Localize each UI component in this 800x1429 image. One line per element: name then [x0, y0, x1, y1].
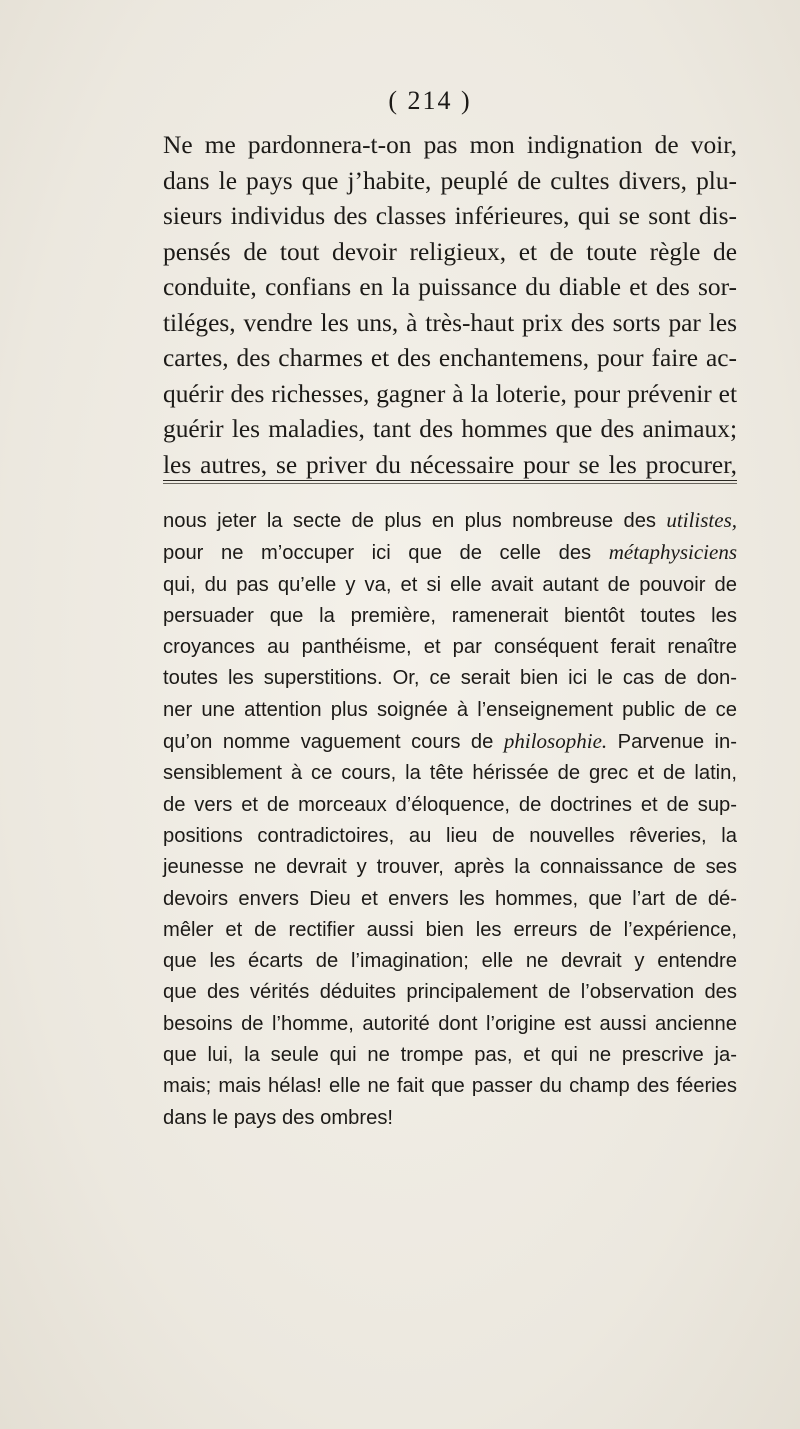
- footnote-line: devoirs envers Dieu et envers les hommes, que l’art de dé-: [163, 887, 737, 910]
- footnote-divider: [163, 480, 737, 481]
- main-text-line: conduite, confians en la puissance du diable et des sor-: [163, 273, 737, 301]
- main-text-line: Ne me pardonnera-t-on pas mon indignation de voir,: [163, 131, 737, 159]
- footnote-line: qui, du pas qu’elle y va, et si elle avait autant de pouvoir de: [163, 573, 737, 596]
- footnote-line: mêler et de rectifier aussi bien les erreurs de l’expérience,: [163, 918, 737, 941]
- footnote-divider-secondary: [163, 483, 737, 484]
- footnote-line: persuader que la première, ramenerait bientôt toutes les: [163, 604, 737, 627]
- main-text-line: dans le pays que j’habite, peuplé de cultes divers, plu-: [163, 166, 737, 195]
- footnote-line: besoins de l’homme, autorité dont l’origine est aussi ancienne: [163, 1012, 737, 1035]
- footnote-text: nous jeter la secte de plus en plus nombreuse des: [163, 510, 667, 532]
- footnote-line: que des vérités déduites principalement de l’observation des: [163, 981, 737, 1004]
- footnote-line: que lui, la seule qui ne trompe pas, et qui ne prescrive ja-: [163, 1044, 737, 1067]
- main-text-line: guérir les maladies, tant des hommes que des animaux;: [163, 415, 737, 443]
- footnote-text: pour ne m’occuper ici que de celle des: [163, 542, 609, 565]
- footnote-italic-term: métaphysiciens: [608, 540, 737, 565]
- main-text-line: quérir des richesses, gagner à la loterie, pour prévenir et: [163, 379, 737, 408]
- footnote-line: croyances au panthéisme, et par conséquent ferait renaître: [163, 636, 737, 659]
- footnote-line: jeunesse ne devrait y trouver, après la connaissance de ses: [163, 856, 737, 879]
- footnote-line: sensiblement à ce cours, la tête hérissée de grec et de latin,: [163, 762, 737, 785]
- main-text-line: sieurs individus des classes inférieures, qui se sont dis-: [163, 202, 737, 230]
- main-text-line: tiléges, vendre les uns, à très-haut prix des sorts par les: [163, 308, 737, 337]
- footnote: [163, 505, 737, 1134]
- footnote-italic-term: philosophie.: [503, 729, 608, 754]
- footnote-line: [163, 726, 737, 758]
- main-text: [163, 128, 737, 483]
- footnote-line: ner une attention plus soignée à l’enseignement public de ce: [163, 698, 737, 721]
- footnote-line: que les écarts de l’imagination; elle ne devrait y entendre: [163, 950, 737, 973]
- footnote-line: positions contradictoires, au lieu de nouvelles rêveries, la: [163, 824, 737, 847]
- main-text-line: cartes, des charmes et des enchantemens, pour faire ac-: [163, 344, 737, 372]
- footnote-line: [163, 505, 737, 537]
- main-text-line: pensés de tout devoir religieux, et de toute règle de: [163, 237, 737, 266]
- footnote-line: dans le pays des ombres!: [163, 1106, 394, 1129]
- footnote-text: qu’on nomme vaguement cours de: [163, 731, 504, 754]
- footnote-line: [163, 537, 737, 569]
- footnote-italic-term: utilistes,: [666, 508, 737, 532]
- footnote-line: toutes les superstitions. Or, ce serait bien ici le cas de don-: [163, 667, 737, 690]
- footnote-line: mais; mais hélas! elle ne fait que passer du champ des féeries: [163, 1075, 737, 1098]
- footnote-line: de vers et de morceaux d’éloquence, de doctrines et de sup-: [163, 793, 737, 816]
- page-number: ( 214 ): [388, 86, 472, 115]
- footnote-text: Parvenue in-: [607, 731, 737, 754]
- main-text-line: les autres, se priver du nécessaire pour se les procurer,: [163, 450, 737, 479]
